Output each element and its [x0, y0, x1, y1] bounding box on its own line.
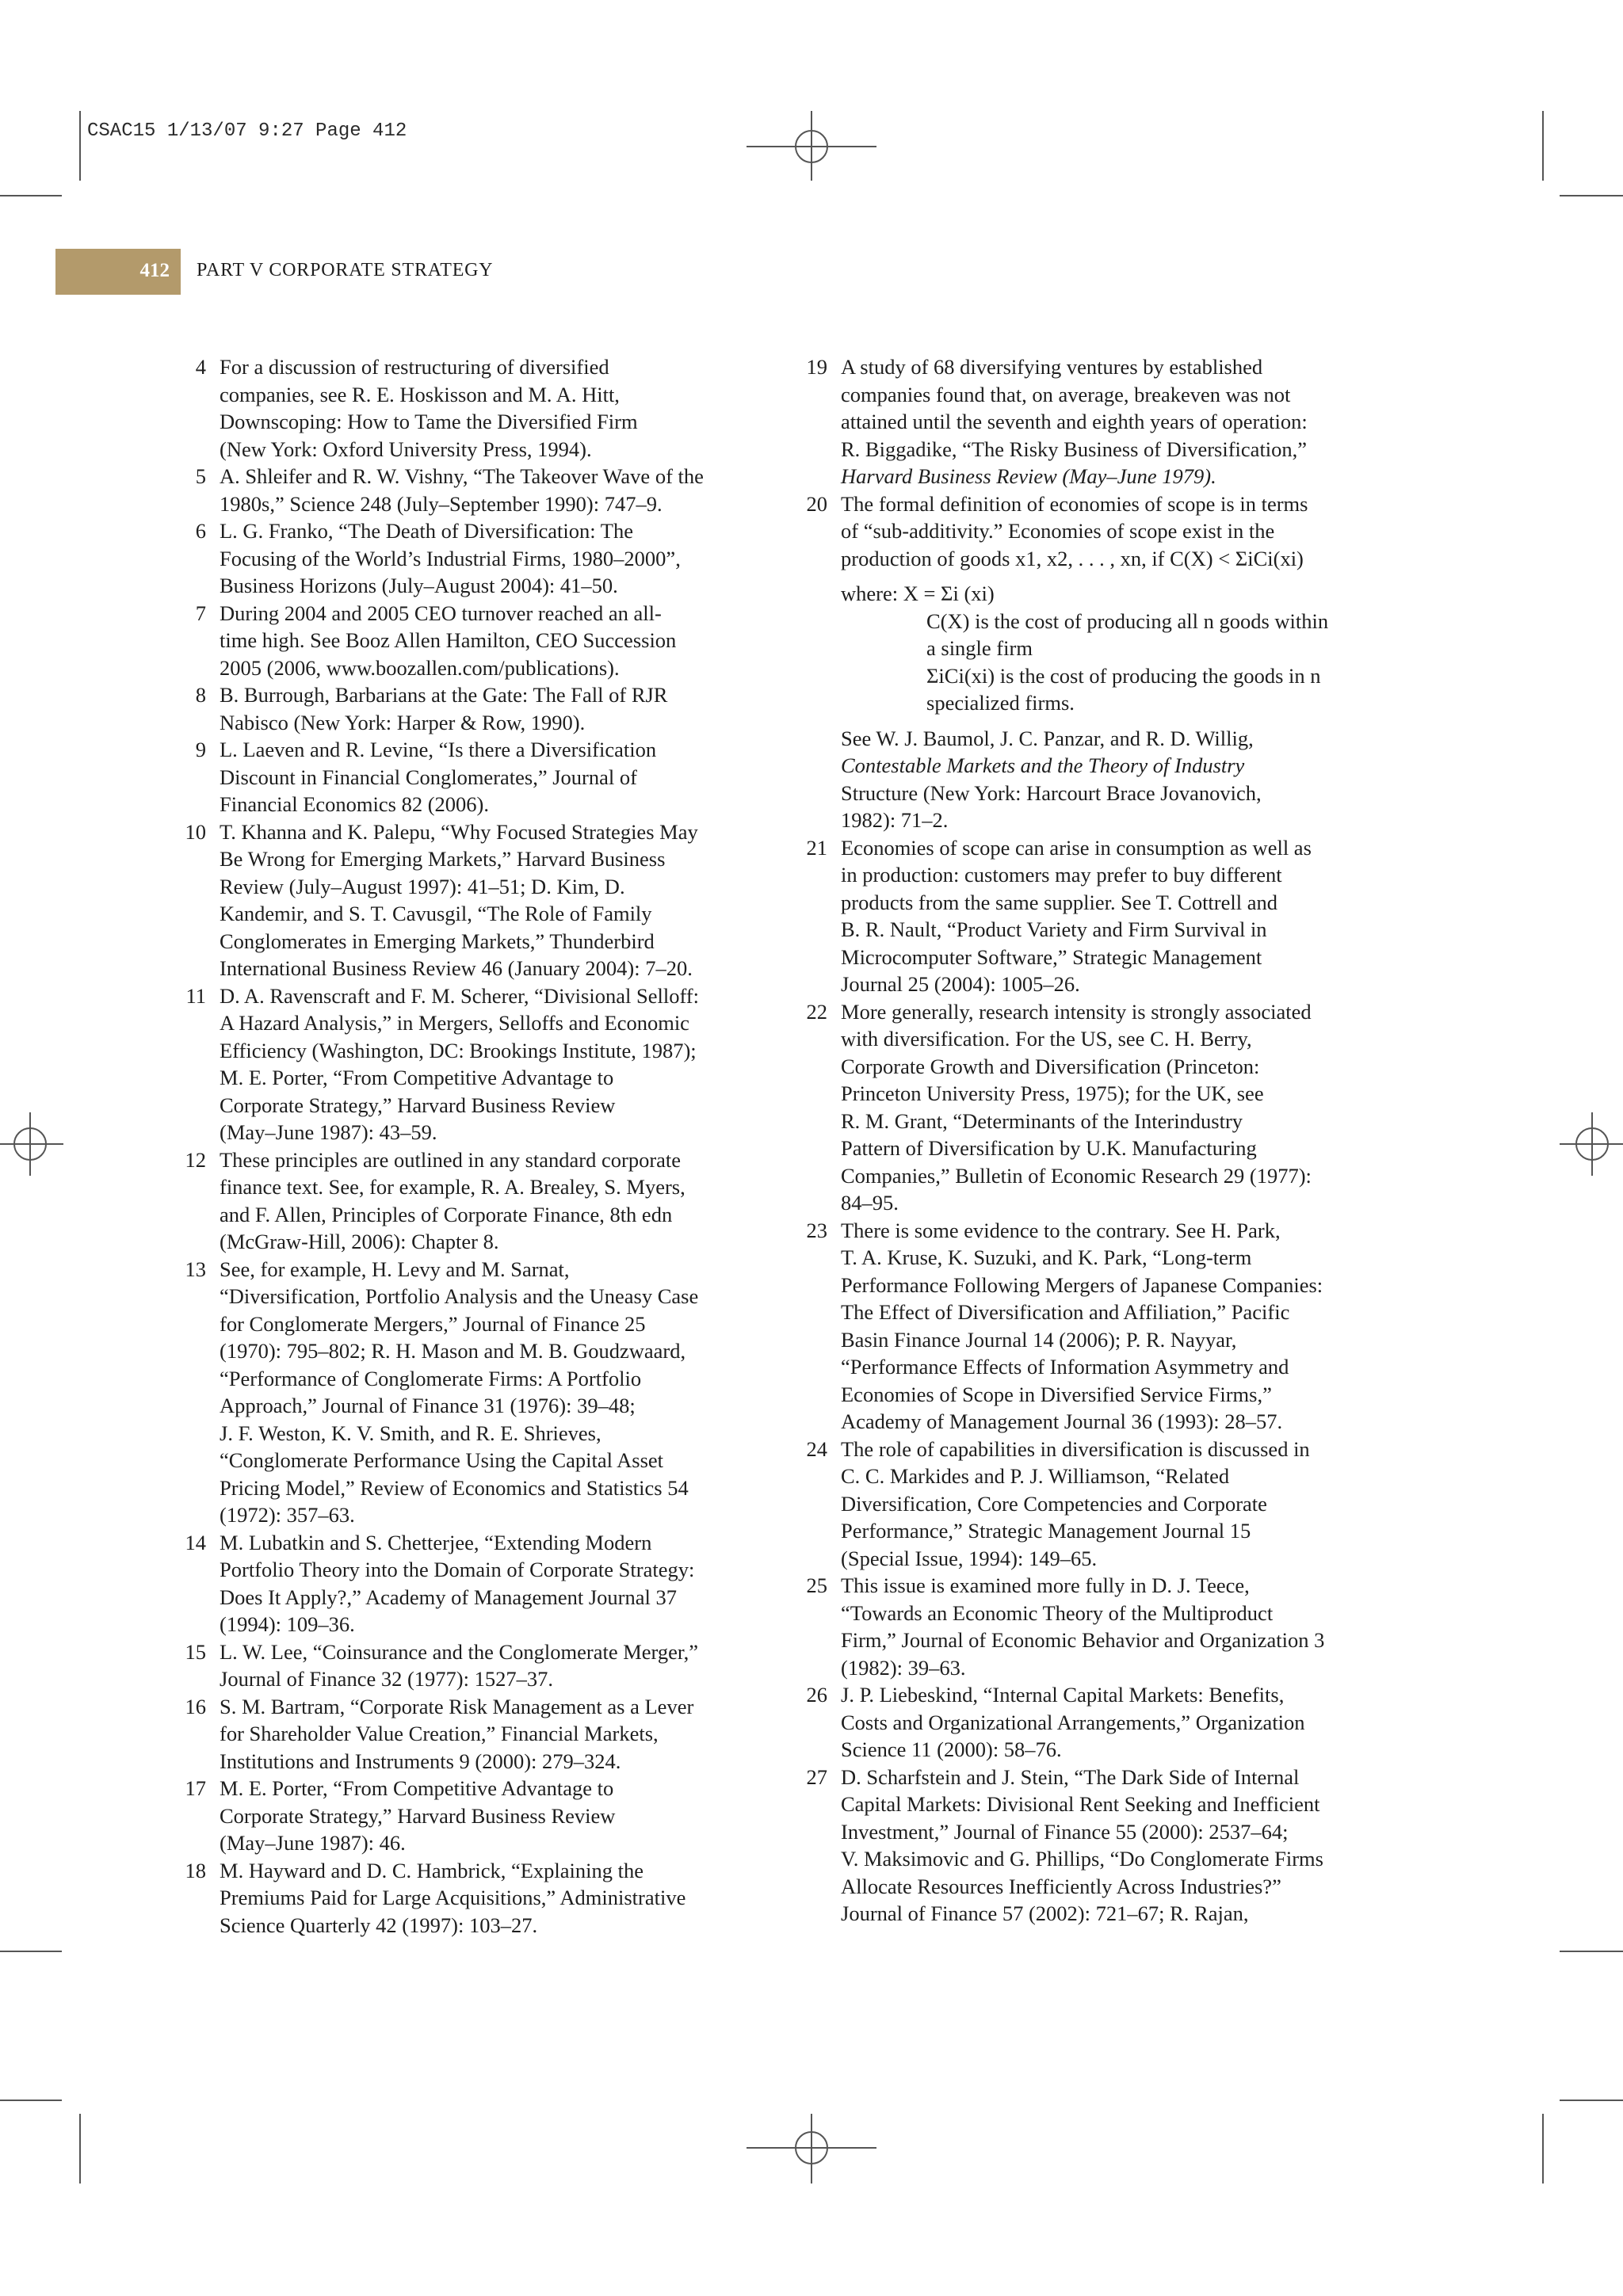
endnote [184, 681, 754, 736]
endnote-line: D. Scharfstein and J. Stein, “The Dark Side of Internal [841, 1764, 1300, 1789]
endnote-line: For a discussion of restructuring of diversified [220, 355, 609, 379]
left-column [184, 353, 754, 1939]
endnote-line: 2005 (2006, www.boozallen.com/publications). [220, 655, 620, 680]
formula-line: where: X = Σi (xi) [841, 582, 995, 605]
endnote-line: Pricing Model,” Review of Economics and Statistics 54 [220, 1475, 689, 1500]
endnote-line: of “sub-additivity.” Economies of scope exist in the [841, 519, 1275, 543]
endnote-line: Academy of Management Journal 36 (1993): 28–57. [841, 1409, 1283, 1433]
endnote-number: 18 [185, 1858, 206, 1882]
endnote [184, 600, 754, 682]
formula-line: specialized firms. [926, 691, 1075, 715]
endnote-number: 22 [806, 999, 827, 1024]
endnote-line: Financial Economics 82 (2006). [220, 792, 490, 816]
endnote-line: Performance,” Strategic Management Journal 15 [841, 1519, 1251, 1543]
endnote-line: (May–June 1987): 43–59. [220, 1120, 437, 1144]
endnote-line: Does It Apply?,” Academy of Management Journal 37 [220, 1585, 677, 1609]
endnote-line: C. C. Markides and P. J. Williamson, “Related [841, 1464, 1230, 1488]
endnote-line: Nabisco (New York: Harper & Row, 1990). [220, 710, 586, 734]
endnote-number: 5 [195, 464, 206, 488]
endnote-line: companies found that, on average, breakeven was not [841, 382, 1291, 406]
endnote-line: A study of 68 diversifying ventures by established [841, 355, 1263, 379]
formula-line: C(X) is the cost of producing all n goods within [926, 608, 1329, 633]
endnote-line: Premiums Paid for Large Acquisitions,” Administrative [220, 1886, 686, 1909]
endnote-number: 7 [195, 601, 206, 625]
endnote-line: Capital Markets: Divisional Rent Seeking and Inefficient [841, 1792, 1320, 1816]
endnote-line: L. G. Franko, “The Death of Diversification: The [220, 519, 633, 543]
endnote-line: During 2004 and 2005 CEO turnover reached an all- [220, 601, 662, 625]
endnote-line: 84–95. [841, 1191, 899, 1215]
print-slug: CSAC15 1/13/07 9:27 Page 412 [87, 120, 407, 142]
endnote [805, 998, 1392, 1217]
endnote-number: 25 [806, 1573, 827, 1597]
endnote-number: 24 [806, 1436, 827, 1461]
endnote-line: The role of capabilities in diversification is discussed in [841, 1436, 1310, 1461]
endnote-number: 13 [185, 1257, 206, 1281]
endnote [184, 1775, 754, 1857]
endnote-line: Costs and Organizational Arrangements,” Organization [841, 1710, 1305, 1734]
endnote-number: 8 [195, 683, 206, 707]
endnote-line: with diversification. For the US, see C. H. Berry, [841, 1027, 1252, 1051]
endnote-line: “Conglomerate Performance Using the Capital Asset [220, 1448, 664, 1472]
endnote-line: L. W. Lee, “Coinsurance and the Conglomerate Merger,” [220, 1639, 699, 1664]
endnote-line: Science Quarterly 42 (1997): 103–27. [220, 1913, 538, 1937]
endnote-line: 1980s,” Science 248 (July–September 1990): 747–9. [220, 491, 663, 516]
endnote [184, 818, 754, 982]
endnote-number: 6 [195, 519, 206, 543]
endnote-line: Investment,” Journal of Finance 55 (2000): 2537–64; [841, 1819, 1289, 1844]
endnote-number: 21 [806, 835, 827, 860]
endnote-line: in production: customers may prefer to buy different [841, 863, 1282, 887]
endnote-line: A Hazard Analysis,” in Mergers, Selloffs and Economic [220, 1011, 689, 1035]
endnote-line: (McGraw-Hill, 2006): Chapter 8. [220, 1230, 499, 1253]
endnote [184, 463, 754, 517]
endnote-line: A. Shleifer and R. W. Vishny, “The Takeover Wave of the [220, 464, 704, 488]
endnote-line: Structure (New York: Harcourt Brace Jovanovich, [841, 780, 1262, 805]
endnote-line: Companies,” Bulletin of Economic Research 29 (1977): [841, 1163, 1312, 1188]
endnote-number: 27 [806, 1764, 827, 1789]
endnote [184, 1256, 754, 1529]
endnote [184, 1693, 754, 1775]
endnote [805, 1572, 1392, 1681]
endnote-line: Firm,” Journal of Economic Behavior and Organization 3 [841, 1628, 1325, 1652]
endnote-line: M. Lubatkin and S. Chetterjee, “Extending Modern [220, 1530, 652, 1554]
endnote-line: (May–June 1987): 46. [220, 1831, 406, 1855]
endnote-number: 12 [185, 1147, 206, 1172]
endnote-line: T. Khanna and K. Palepu, “Why Focused Strategies May [220, 819, 698, 844]
endnote-line: Efficiency (Washington, DC: Brookings Institute, 1987); [220, 1038, 697, 1062]
endnote-line: Journal of Finance 57 (2002): 721–67; R. Rajan, [841, 1901, 1249, 1925]
see-citation [841, 725, 1392, 834]
endnote-line: Review (July–August 1997): 41–51; D. Kim, D. [220, 874, 625, 898]
endnote-line: Economies of Scope in Diversified Service Firms,” [841, 1382, 1272, 1406]
endnote-number: 20 [806, 491, 827, 516]
endnote-number: 23 [806, 1218, 827, 1242]
endnote-line: “Performance Effects of Information Asymmetry and [841, 1355, 1289, 1379]
formula-line: ΣiCi(xi) is the cost of producing the goods in n [926, 663, 1321, 688]
endnote-line: See W. J. Baumol, J. C. Panzar, and R. D. Willig, [841, 726, 1254, 750]
endnote-line: Business Horizons (July–August 2004): 41–50. [220, 574, 618, 597]
endnote-line: Journal 25 (2004): 1005–26. [841, 972, 1080, 996]
formula-block [841, 580, 1392, 717]
endnote-number: 4 [195, 355, 206, 379]
endnote-line: Allocate Resources Inefficiently Across Industries?” [841, 1874, 1281, 1898]
endnote-line: R. M. Grant, “Determinants of the Interindustry [841, 1108, 1243, 1133]
running-head: PART V CORPORATE STRATEGY [197, 260, 494, 280]
endnote-line: Basin Finance Journal 14 (2006); P. R. Nayyar, [841, 1327, 1237, 1352]
endnote-number: 10 [185, 819, 206, 844]
endnote-line: (Special Issue, 1994): 149–65. [841, 1546, 1098, 1570]
endnote [805, 1681, 1392, 1764]
endnote-line: Focusing of the World’s Industrial Firms, 1980–2000”, [220, 546, 681, 570]
endnote-line: Conglomerates in Emerging Markets,” Thunderbird [220, 929, 655, 953]
endnote-line: Microcomputer Software,” Strategic Management [841, 944, 1262, 969]
endnote [184, 1638, 754, 1693]
endnote-line: The Effect of Diversification and Affiliation,” Pacific [841, 1300, 1290, 1324]
endnote-line: Journal of Finance 32 (1977): 1527–37. [220, 1667, 553, 1691]
endnote-line: B. Burrough, Barbarians at the Gate: The Fall of RJR [220, 683, 668, 707]
endnote-line: M. E. Porter, “From Competitive Advantage to [220, 1776, 614, 1800]
endnote-line: J. P. Liebeskind, “Internal Capital Markets: Benefits, [841, 1683, 1285, 1707]
endnote-number: 15 [185, 1639, 206, 1664]
endnote-line: V. Maksimovic and G. Phillips, “Do Conglomerate Firms [841, 1847, 1323, 1871]
endnote-line: (New York: Oxford University Press, 1994). [220, 437, 592, 461]
endnote-line: Harvard Business Review (May–June 1979). [841, 464, 1216, 488]
page-number: 412 [139, 260, 170, 281]
right-column [805, 353, 1392, 1928]
endnote-line: See, for example, H. Levy and M. Sarnat, [220, 1257, 570, 1281]
endnote-line: Pattern of Diversification by U.K. Manufacturing [841, 1136, 1257, 1160]
endnote [805, 1764, 1392, 1928]
endnote-line: J. F. Weston, K. V. Smith, and R. E. Shrieves, [220, 1421, 601, 1445]
endnote-line: (1982): 39–63. [841, 1655, 966, 1680]
endnote-line: for Shareholder Value Creation,” Financial Markets, [220, 1722, 659, 1745]
endnote-line: Discount in Financial Conglomerates,” Journal of [220, 765, 637, 789]
endnote-line: Contestable Markets and the Theory of Industry [841, 753, 1245, 777]
endnote-line: products from the same supplier. See T. Cottrell and [841, 890, 1277, 914]
endnote [805, 1217, 1392, 1436]
endnote [805, 490, 1392, 834]
endnote-line: Princeton University Press, 1975); for the UK, see [841, 1081, 1264, 1105]
endnote-line: “Towards an Economic Theory of the Multiproduct [841, 1600, 1274, 1625]
endnote [184, 1529, 754, 1638]
endnote-line: This issue is examined more fully in D. J. Teece, [841, 1573, 1250, 1597]
endnote-number: 17 [185, 1776, 206, 1800]
endnote-line: These principles are outlined in any standard corporate [220, 1147, 682, 1172]
endnote [184, 1146, 754, 1256]
endnote-line: Portfolio Theory into the Domain of Corporate Strategy: [220, 1558, 695, 1581]
endnote-line: Approach,” Journal of Finance 31 (1976): 39–48; [220, 1394, 636, 1417]
endnote-line: and F. Allen, Principles of Corporate Finance, 8th edn [220, 1202, 673, 1226]
endnote-line: S. M. Bartram, “Corporate Risk Management as a Lever [220, 1694, 694, 1718]
endnote [184, 517, 754, 600]
endnote [184, 982, 754, 1146]
endnote-line: attained until the seventh and eighth years of operation: [841, 410, 1308, 433]
endnote-number: 26 [806, 1683, 827, 1707]
endnote [184, 353, 754, 463]
endnote-number: 14 [185, 1530, 206, 1554]
endnote-line: “Diversification, Portfolio Analysis and the Uneasy Case [220, 1284, 699, 1308]
endnote-line: Corporate Growth and Diversification (Princeton: [841, 1054, 1260, 1078]
endnote-line: Corporate Strategy,” Harvard Business Review [220, 1803, 616, 1828]
endnote-line: Performance Following Mergers of Japanese Companies: [841, 1272, 1323, 1297]
endnote-line: M. E. Porter, “From Competitive Advantage to [220, 1066, 614, 1089]
endnote-number: 11 [185, 983, 206, 1008]
endnote-number: 9 [195, 738, 206, 761]
endnote-line: Science 11 (2000): 58–76. [841, 1737, 1062, 1761]
endnote-line: “Performance of Conglomerate Firms: A Portfolio [220, 1366, 642, 1390]
endnote [805, 353, 1392, 490]
endnote-line: D. A. Ravenscraft and F. M. Scherer, “Divisional Selloff: [220, 983, 699, 1008]
endnote-line: Kandemir, and S. T. Cavusgil, “The Role of Family [220, 902, 652, 925]
page-number-tab [55, 249, 181, 295]
endnote-line: M. Hayward and D. C. Hambrick, “Explaining the [220, 1858, 644, 1882]
endnote-number: 19 [806, 355, 827, 379]
endnote-line: (1972): 357–63. [220, 1503, 355, 1527]
endnote-line: Be Wrong for Emerging Markets,” Harvard Business [220, 847, 666, 871]
endnote-line: International Business Review 46 (January 2004): 7–20. [220, 956, 693, 980]
formula-line: a single firm [926, 636, 1033, 660]
endnote-line: There is some evidence to the contrary. See H. Park, [841, 1218, 1281, 1242]
endnote-line: B. R. Nault, “Product Variety and Firm Survival in [841, 917, 1267, 941]
endnote-line: Economies of scope can arise in consumption as well as [841, 835, 1312, 860]
endnote-line: Institutions and Instruments 9 (2000): 279–324. [220, 1749, 621, 1773]
endnote-line: More generally, research intensity is strongly associated [841, 999, 1312, 1024]
endnote [184, 736, 754, 818]
endnote-line: 1982): 71–2. [841, 808, 949, 832]
endnote-line: L. Laeven and R. Levine, “Is there a Diversification [220, 738, 657, 761]
endnote-line: time high. See Booz Allen Hamilton, CEO Succession [220, 628, 677, 652]
endnote [805, 1436, 1392, 1573]
endnote [805, 834, 1392, 998]
endnote-line: (1994): 109–36. [220, 1612, 355, 1636]
endnote-line: for Conglomerate Mergers,” Journal of Finance 25 [220, 1311, 646, 1336]
endnote-line: T. A. Kruse, K. Suzuki, and K. Park, “Long-term [841, 1245, 1252, 1269]
endnote-line: Corporate Strategy,” Harvard Business Review [220, 1093, 616, 1117]
endnote-line: R. Biggadike, “The Risky Business of Diversification,” [841, 437, 1308, 461]
endnote-line: production of goods x1, x2, . . . , xn, if C(X) < ΣiCi(xi) [841, 546, 1304, 570]
endnote-line: The formal definition of economies of scope is in terms [841, 491, 1308, 516]
endnote-line: Diversification, Core Competencies and Corporate [841, 1491, 1267, 1516]
endnote-line: (1970): 795–802; R. H. Mason and M. B. Goudzwaard, [220, 1339, 686, 1363]
endnote [184, 1857, 754, 1939]
endnote-line: companies, see R. E. Hoskisson and M. A. Hitt, [220, 382, 620, 406]
endnote-line: finance text. See, for example, R. A. Brealey, S. Myers, [220, 1175, 685, 1199]
endnote-line: Downscoping: How to Tame the Diversified Firm [220, 410, 638, 433]
right-notes-list [805, 834, 1392, 1928]
endnote-number: 16 [185, 1694, 206, 1718]
